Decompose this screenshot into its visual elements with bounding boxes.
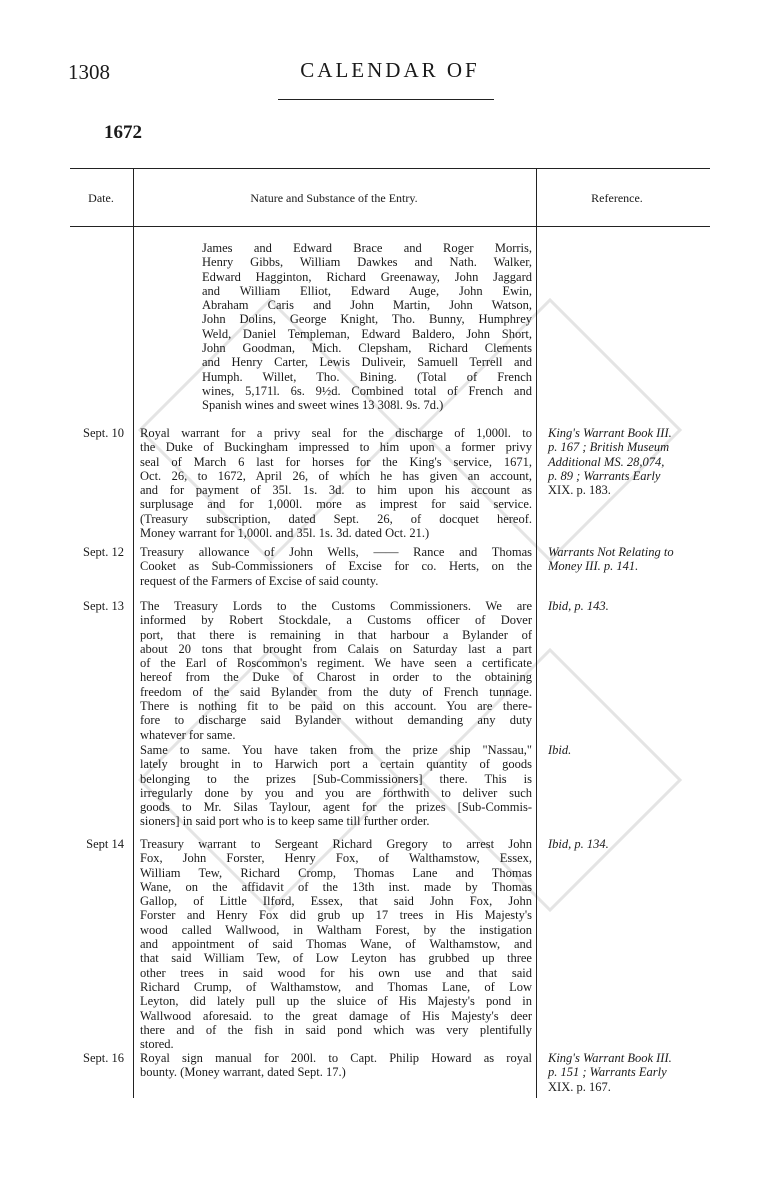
text-line: there and of the fish in said pond which was very plentifully (140, 1022, 532, 1037)
reference-line: King's Warrant Book III. (548, 1051, 672, 1065)
text-line: Weld, Daniel Templeman, Edward Baldero, John Short, (202, 326, 532, 341)
entry-reference (548, 599, 708, 613)
text-line: the Duke of Buckingham impressed to him upon a former privy (140, 440, 532, 455)
text-line: The Treasury Lords to the Customs Commissioners. We are (140, 599, 532, 613)
continuation-paragraph (202, 241, 532, 413)
text-line: and Henry Carter, Lewis Duliveir, Samuell Terrell and (202, 355, 532, 370)
entry-date: Sept 14 (86, 837, 124, 851)
entry-text (140, 837, 532, 1051)
text-line: Edward Hagginton, Richard Greenaway, John Jaggard (202, 269, 532, 284)
text-line: port, that there is remaining in that harbour a Bylander of (140, 627, 532, 642)
text-line: surplusage and for 1,000l. more as imprest for said service. (140, 497, 532, 512)
text-line: Treasury allowance of John Wells, —— Rance and Thomas (140, 545, 532, 559)
year-heading: 1672 (104, 122, 142, 143)
reference-column-header: Reference. (591, 191, 643, 205)
text-line: Richard Crump, of Walthamstow, and Thomas Lane, of Low (140, 979, 532, 994)
date-column-header: Date. (88, 191, 114, 205)
text-line: James and Edward Brace and Roger Morris, (202, 241, 532, 255)
text-line: (Treasury subscription, dated Sept. 26, of docquet hereof. (140, 511, 532, 526)
text-line: Spanish wines and sweet wines 13 308l. 9s. 7d.) (202, 398, 444, 413)
reference-line: Ibid. (548, 743, 572, 757)
text-line: about 20 tons that brought from Calais on Saturday last a part (140, 641, 532, 656)
entry-reference (548, 743, 708, 757)
text-line: and William Elliot, Edward Auge, John Ewin, (202, 283, 532, 298)
reference-line: XIX. p. 167. (548, 1079, 611, 1094)
text-line: John Dolins, George Knight, Tho. Bunny, Humphrey (202, 312, 532, 327)
reference-line: Money III. p. 141. (548, 559, 639, 574)
reference-line: p. 151 ; Warrants Early (548, 1065, 667, 1080)
reference-column-rule (536, 168, 537, 1098)
text-line: Wane, on the affidavit of the 13th inst. made by Thomas (140, 879, 532, 894)
entry-text (140, 545, 532, 588)
text-line: John Goodman, Mich. Clepsham, Richard Clements (202, 341, 532, 356)
text-line: goods to Mr. Silas Taylour, agent for the prizes [Sub-Commis- (140, 800, 532, 815)
text-line: Cooket as Sub-Commissioners of Excise for co. Herts, on the (140, 559, 532, 574)
text-line: bounty. (Money warrant, dated Sept. 17.) (140, 1065, 346, 1080)
entry-date: Sept. 10 (83, 426, 124, 440)
entry-text (140, 426, 532, 540)
text-line: Henry Gibbs, William Dawkes and Nath. Walker, (202, 255, 532, 270)
text-line: informed by Robert Stockdale, a Customs officer of Dover (140, 613, 532, 628)
text-line: Fox, John Forster, Henry Fox, of Walthamstow, Essex, (140, 851, 532, 866)
running-title: CALENDAR OF (300, 58, 480, 82)
text-line: sioners] in said port who is to keep same till further order. (140, 814, 430, 829)
nature-column-header: Nature and Substance of the Entry. (250, 191, 418, 205)
text-line: Gallop, of Little Ilford, Essex, that said John Fox, John (140, 894, 532, 909)
text-line: belonging to the prizes [Sub-Commissioners] there. This is (140, 771, 532, 786)
text-line: fore to discharge said Bylander without demanding any duty (140, 713, 532, 728)
reference-line: Ibid, p. 134. (548, 837, 609, 851)
reference-line: Ibid, p. 143. (548, 599, 609, 613)
reference-line: XIX. p. 183. (548, 483, 611, 498)
entry-text (140, 1051, 532, 1080)
text-line: lately brought in to Harwich port a certain quantity of goods (140, 757, 532, 772)
entry-text (140, 599, 532, 742)
text-line: Leyton, did lately pull up the sluice of His Majesty's pond in (140, 994, 532, 1009)
text-line: Royal warrant for a privy seal for the discharge of 1,000l. to (140, 426, 532, 440)
text-line: Wallwood aforesaid. to the great damage of His Majesty's deer (140, 1008, 532, 1023)
entry-date: Sept. 12 (83, 545, 124, 559)
entry-reference (548, 837, 708, 851)
text-line: other trees in said wood for his own use and that said (140, 965, 532, 980)
title-rule (278, 99, 494, 100)
text-line: Same to same. You have taken from the prize ship "Nassau," (140, 743, 532, 757)
text-line: Treasury warrant to Sergeant Richard Gregory to arrest John (140, 837, 532, 851)
text-line: wood called Wallwood, in Waltham Forest, by the instigation (140, 922, 532, 937)
entry-reference (548, 1051, 708, 1094)
text-line: of the Earl of Roscommon's regiment. We have seen a certificate (140, 656, 532, 671)
text-line: There is nothing fit to be paid on this account. You are there- (140, 699, 532, 714)
reference-line: King's Warrant Book III. (548, 426, 672, 440)
reference-line: p. 89 ; Warrants Early (548, 468, 661, 483)
page-number: 1308 (68, 60, 110, 84)
text-line: stored. (140, 1037, 174, 1052)
date-column-rule (133, 168, 134, 1098)
text-line: hereof from the Duke of Charost in order to the obtaining (140, 670, 532, 685)
text-line: Royal sign manual for 200l. to Capt. Philip Howard as royal (140, 1051, 532, 1065)
reference-line: Warrants Not Relating to (548, 545, 674, 559)
text-line: William Tew, Richard Cromp, Thomas Lane and Thomas (140, 865, 532, 880)
text-line: and appointment of said Thomas Wane, of Walthamstow, and (140, 937, 532, 952)
text-line: Forster and Henry Fox did grub up 17 trees in His Majesty's (140, 908, 532, 923)
text-line: freedom of the said Bylander from the duty of French tunnage. (140, 684, 532, 699)
entry-text (140, 743, 532, 829)
entry-date: Sept. 16 (83, 1051, 124, 1065)
entry-reference (548, 426, 708, 497)
text-line: request of the Farmers of Excise of said county. (140, 573, 379, 588)
text-line: Abraham Caris and John Martin, John Watson, (202, 298, 532, 313)
entry-date: Sept. 13 (83, 599, 124, 613)
text-line: Humph. Willet, Tho. Bining. (Total of French (202, 369, 532, 384)
table-top-rule (70, 168, 710, 169)
text-line: whatever for same. (140, 727, 236, 742)
reference-line: p. 167 ; British Museum (548, 440, 670, 455)
text-line: that said William Tew, of Low Leyton has grubbed up three (140, 951, 532, 966)
entry-reference (548, 545, 708, 574)
text-line: Money warrant for 1,000l. and 35l. 1s. 3d. dated Oct. 21.) (140, 526, 430, 541)
text-line: and for payment of 35l. 1s. 3d. to him upon his account as (140, 483, 532, 498)
text-line: seal of March 6 last for horses for the King's service, 1671, (140, 454, 532, 469)
text-line: irregularly done by you and you are forthwith to deliver such (140, 785, 532, 800)
reference-line: Additional MS. 28,074, (548, 454, 665, 469)
text-line: wines, 5,171l. 6s. 9½d. Combined total of French and (202, 383, 532, 398)
table-header-rule (70, 226, 710, 227)
text-line: Oct. 26, to 1672, April 26, of which he has given an account, (140, 468, 532, 483)
